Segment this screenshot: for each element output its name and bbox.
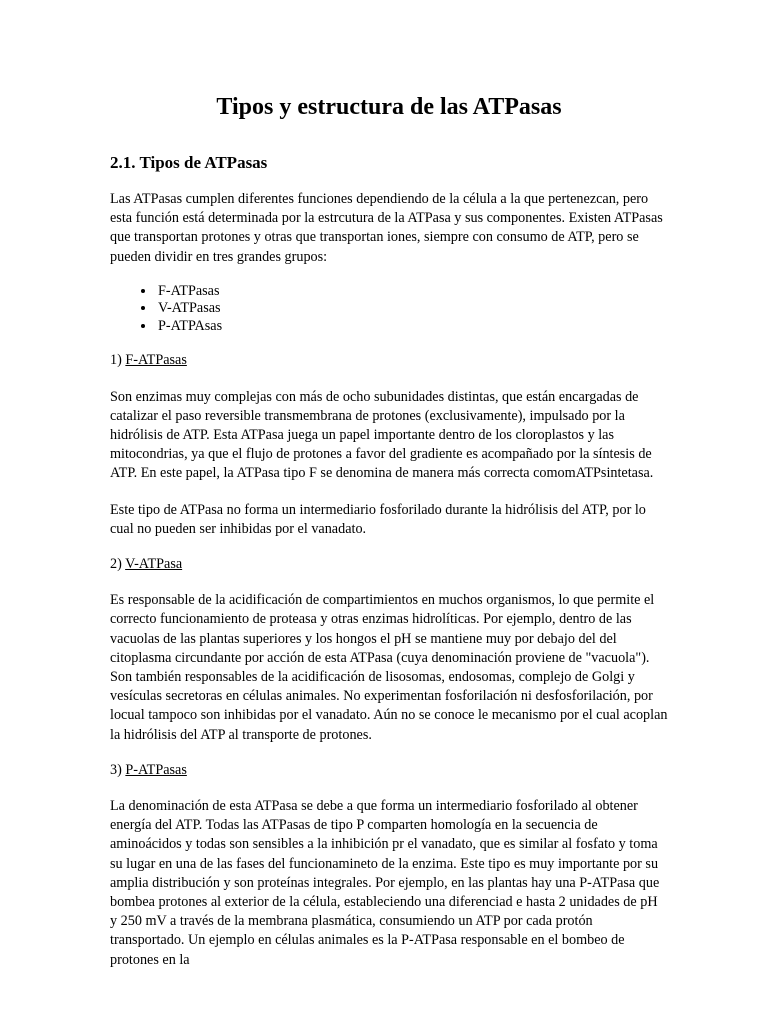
f-atpase-paragraph-2: Este tipo de ATPasa no forma un intermediario fosforilado durante la hidrólisis del ATP, por lo cual no pueden ser inhibidas por el vanadato. xyxy=(110,501,646,537)
list-item: • V-ATPasas xyxy=(156,300,668,318)
p-atpase-link[interactable]: P-ATPasas xyxy=(125,761,187,778)
intro-paragraph: Las ATPasas cumplen diferentes funciones dependiendo de la célula a la que pertenezcan, pero esta función está determinada por la estrcutura de la ATPasa y sus componentes. Existen ATPasas que transportan protones y otras que transportan iones, siempre con consumo de ATP, pero se pueden dividir en tres grandes grupos: xyxy=(110,191,663,265)
p-atpase-number: 3) xyxy=(110,761,122,778)
atpase-groups-list xyxy=(110,283,668,336)
f-atpase-paragraph-1: Son enzimas muy complejas con más de ocho subunidades distintas, que están encargadas de catalizar el paso reversible transmembrana de protones (exclusivamente), impulsado por la hidrólisis de ATP. Esta ATPasa juega un papel importante dentro de los cloroplastos y las mitocondrias, ya que el flujo de protones a favor del gradiente es acompañado por la síntesis de ATP. En este papel, la ATPasa tipo F se denomina de manera más correcta comomATPsintetasa. xyxy=(110,388,654,482)
v-atpase-link[interactable]: V-ATPasa xyxy=(125,555,183,572)
p-atpase-paragraph: La denominación de esta ATPasa se debe a que forma un intermediario fosforilado al obtener energía del ATP. Todas las ATPasas de tipo P comparten homología en la secuencia de aminoácidos y todas son sensibles a la inhibición pr el vanadato, que es similar al fosfato y toma su lugar en una de las fases del funcionamineto de la enzima. Este tipo es muy importante por su amplia distribución y son proteínas integrales. Por ejemplo, en las plantas hay una P-ATPasa que bombea protones al exterior de la célula, estableciendo una diferenciad e hasta 2 unidades de pH y 250 mV a través de la membrana plasmática, consumiendo un ATP por cada protón transportado. Un ejemplo en células animales es la P-ATPasa responsable en el bombeo de protones en la xyxy=(110,797,660,968)
f-atpase-heading xyxy=(110,351,668,370)
section-heading: 2.1. Tipos de ATPasas xyxy=(110,153,268,172)
f-atpase-number: 1) xyxy=(110,352,122,369)
document-title: Tipos y estructura de las ATPasas xyxy=(216,94,562,120)
v-atpase-paragraph: Es responsable de la acidificación de compartimientos en muchos organismos, lo que permite el correcto funcionamiento de proteasa y otras enzimas hidrolíticas. Por ejemplo, dentro de las vacuolas de las plantas superiores y los hongos el pH se mantiene muy por debajo del del citoplasma circundante por acción de esta ATPasa (cuya denominación proviene de "vacuola"). Son también responsables de la acidificación de lisosomas, endosomas, complejo de Golgi y vesículas secretoras en células animales. No experimentan fosforilación ni desfosforilación, por locual tampoco son inhibidas por el vanadato. Aún no se conoce le mecanismo por el cual acoplan la hidrólisis del ATP al transporte de protones. xyxy=(110,592,668,743)
v-atpase-heading xyxy=(110,555,668,574)
p-atpase-heading xyxy=(110,761,668,780)
list-item: • F-ATPasas xyxy=(156,283,668,301)
list-item: • P-ATPAsas xyxy=(156,318,668,336)
v-atpase-number: 2) xyxy=(110,555,122,572)
f-atpase-link[interactable]: F-ATPasas xyxy=(125,352,187,369)
